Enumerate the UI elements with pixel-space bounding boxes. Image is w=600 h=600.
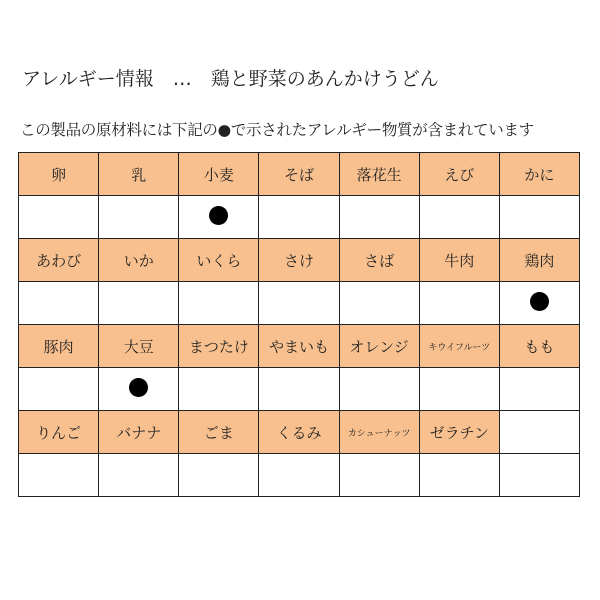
allergen-name-cell: かに <box>499 153 579 196</box>
allergen-name-cell: 鶏肉 <box>499 239 579 282</box>
allergen-name-cell: さば <box>339 239 419 282</box>
allergen-name-cell: 卵 <box>19 153 99 196</box>
allergen-mark-cell <box>339 196 419 239</box>
allergen-mark-cell <box>259 282 339 325</box>
allergen-mark-cell <box>419 368 499 411</box>
allergen-mark-cell <box>419 196 499 239</box>
allergen-name-cell: いか <box>99 239 179 282</box>
allergen-mark-cell <box>339 282 419 325</box>
allergen-name-cell: えび <box>419 153 499 196</box>
allergen-mark-cell <box>259 368 339 411</box>
allergen-name-cell <box>499 411 579 454</box>
allergen-mark-row <box>19 282 580 325</box>
allergen-mark-cell <box>179 196 259 239</box>
allergen-mark-cell <box>259 454 339 497</box>
allergen-name-cell: 大豆 <box>99 325 179 368</box>
allergen-name-cell: さけ <box>259 239 339 282</box>
allergen-name-cell: やまいも <box>259 325 339 368</box>
allergen-notice: この製品の原材料には下記の●で示されたアレルギー物質が含まれています <box>20 121 534 139</box>
allergen-mark-row <box>19 454 580 497</box>
allergen-mark-cell <box>259 196 339 239</box>
allergen-mark-cell <box>419 454 499 497</box>
allergen-mark-row <box>19 368 580 411</box>
allergen-mark-cell <box>499 368 579 411</box>
allergen-mark-cell <box>99 282 179 325</box>
allergen-mark-row <box>19 196 580 239</box>
allergen-name-row <box>19 153 580 196</box>
allergen-mark-cell <box>179 454 259 497</box>
allergen-mark-cell <box>179 282 259 325</box>
allergen-name-cell: 小麦 <box>179 153 259 196</box>
allergen-name-cell: オレンジ <box>339 325 419 368</box>
allergen-mark-cell <box>99 454 179 497</box>
allergen-mark-cell <box>339 368 419 411</box>
allergen-name-cell: ゼラチン <box>419 411 499 454</box>
allergen-name-cell: 落花生 <box>339 153 419 196</box>
contains-mark-icon <box>530 292 549 311</box>
allergen-mark-cell <box>419 282 499 325</box>
allergen-mark-cell <box>19 196 99 239</box>
allergen-name-cell: くるみ <box>259 411 339 454</box>
allergen-name-cell: あわび <box>19 239 99 282</box>
allergen-name-row <box>19 411 580 454</box>
allergen-name-cell: まつたけ <box>179 325 259 368</box>
allergen-name-cell: 乳 <box>99 153 179 196</box>
contains-mark-icon <box>209 206 228 225</box>
contains-mark-icon <box>129 378 148 397</box>
allergen-name-cell: 牛肉 <box>419 239 499 282</box>
allergen-name-cell: キウイフルーツ <box>419 325 499 368</box>
allergen-mark-cell <box>499 454 579 497</box>
allergen-name-cell: カシューナッツ <box>339 411 419 454</box>
allergen-mark-cell <box>19 454 99 497</box>
allergen-mark-cell <box>99 196 179 239</box>
page-title: アレルギー情報 … 鶏と野菜のあんかけうどん <box>22 68 439 90</box>
allergen-name-cell: いくら <box>179 239 259 282</box>
allergen-mark-cell <box>499 196 579 239</box>
allergen-mark-cell <box>179 368 259 411</box>
allergen-name-cell: ごま <box>179 411 259 454</box>
allergen-mark-cell <box>19 282 99 325</box>
allergen-name-row <box>19 239 580 282</box>
allergen-mark-cell <box>99 368 179 411</box>
allergen-table <box>18 152 580 497</box>
allergen-mark-cell <box>339 454 419 497</box>
allergen-name-row <box>19 325 580 368</box>
allergen-name-cell: もも <box>499 325 579 368</box>
allergen-mark-cell <box>499 282 579 325</box>
allergen-mark-cell <box>19 368 99 411</box>
allergen-name-cell: そば <box>259 153 339 196</box>
allergen-name-cell: バナナ <box>99 411 179 454</box>
allergen-name-cell: りんご <box>19 411 99 454</box>
allergen-name-cell: 豚肉 <box>19 325 99 368</box>
